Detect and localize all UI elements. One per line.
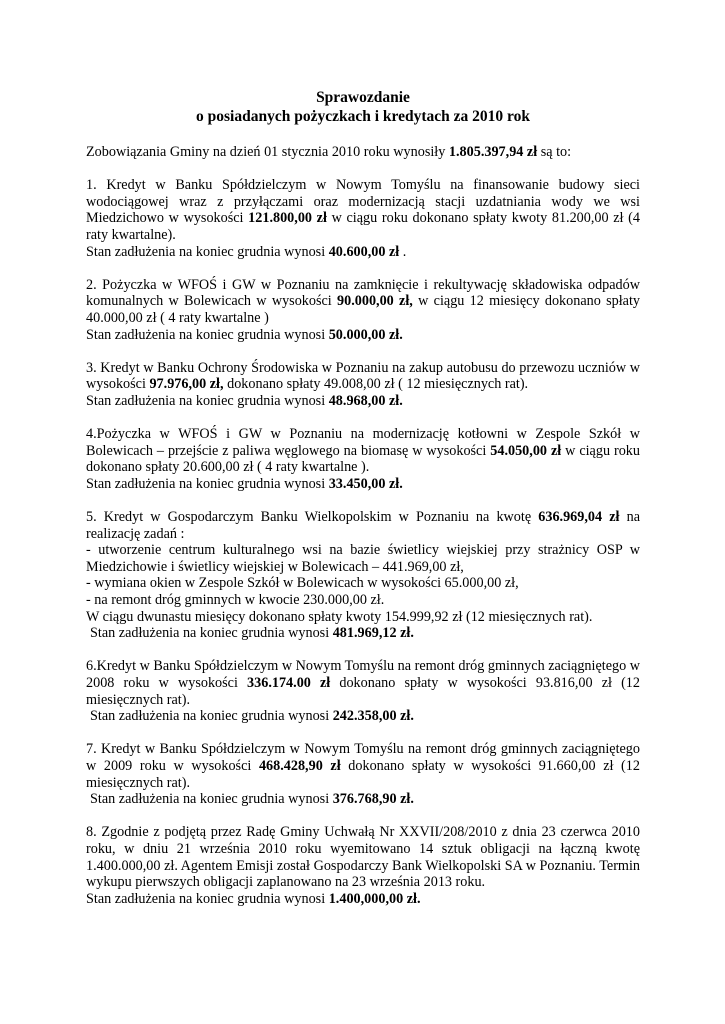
intro-text: Zobowiązania Gminy na dzień 01 stycznia 2010 roku wynosiły xyxy=(86,144,449,160)
section-6-text xyxy=(86,658,640,708)
section-2-balance xyxy=(86,327,640,344)
balance-label: Stan zadłużenia na koniec grudnia wynosi xyxy=(86,475,329,492)
section-5-repayment: W ciągu dwunastu miesięcy dokonano spłaty kwoty 154.999,92 zł (12 miesięcznych rat). xyxy=(86,608,593,625)
report-page xyxy=(86,88,640,907)
section-5-amount: 636.969,04 zł xyxy=(538,509,620,526)
section-6-desc: 6.Kredyt w Banku Spółdzielczym w Nowym Tomyślu na remont dróg gminnych zaciągniętego w 2008 roku w wysokości xyxy=(86,658,640,691)
section-5-desc: 5. Kredyt w Gospodarczym Banku Wielkopolskim w Poznaniu na kwotę xyxy=(86,509,539,526)
balance-tail: . xyxy=(399,243,407,260)
section-2-repayment: w ciągu 12 miesięcy dokonano spłaty 40.000,00 zł ( 4 raty kwartalne ) xyxy=(86,293,640,326)
section-3-desc: 3. Kredyt w Banku Ochrony Środowiska w Poznaniu na zakup autobusu do przewozu uczniów w wysokości xyxy=(86,359,640,393)
section-4-text xyxy=(86,426,640,476)
section-7-amount: 468.428,90 zł xyxy=(258,757,341,774)
balance-label: Stan zadłużenia na koniec grudnia wynosi xyxy=(90,708,333,725)
section-5-item-2: - wymiana okien w Zespole Szkół w Bolewicach w wysokości 65.000,00 zł, xyxy=(86,575,519,592)
section-1 xyxy=(86,177,640,260)
section-5-text xyxy=(86,509,640,542)
section-1-amount: 121.800,00 zł xyxy=(248,210,327,227)
section-8 xyxy=(86,824,640,907)
balance-label: Stan zadłużenia na koniec grudnia wynosi xyxy=(86,392,329,409)
balance-label: Stan zadłużenia na koniec grudnia wynosi xyxy=(90,625,333,642)
section-7-repayment: dokonano spłaty w wysokości 91.660,00 zł (12 miesięcznych rat). xyxy=(86,757,640,791)
section-6-repayment: dokonano spłaty w wysokości 93.816,00 zł (12 miesięcznych rat). xyxy=(86,675,640,708)
section-4-repayment: w ciągu roku dokonano spłaty 20.600,00 zł ( 4 raty kwartalne ). xyxy=(86,442,640,476)
section-2-desc: 2. Pożyczka w WFOŚ i GW w Poznaniu na zamknięcie i rekultywację składowiska odpadów komunalnych w Bolewicach w wysokości xyxy=(86,276,640,310)
section-1-text xyxy=(86,177,640,243)
section-2-text xyxy=(86,277,640,327)
intro-tail: są to: xyxy=(537,144,572,160)
section-5-balance xyxy=(86,625,640,642)
balance-amount: 481.969,12 zł. xyxy=(332,625,414,642)
intro-amount: 1.805.397,94 zł xyxy=(448,144,538,160)
section-2-amount: 90.000,00 zł, xyxy=(337,293,413,310)
balance-amount: 1.400,000,00 xyxy=(328,890,404,907)
balance-label: Stan zadłużenia na koniec grudnia wynosi xyxy=(86,890,329,907)
section-8-text: 8. Zgodnie z podjętą przez Radę Gminy Uchwałą Nr XXVII/208/2010 z dnia 23 czerwca 2010 roku, w dniu 21 września 2010 roku wyemitowano 14 sztuk obligacji na łączną kwotę 1.400.000,00 zł. Agentem Emisji został Gospodarczy Bank Wielkopolski SA w Poznaniu. Termin wykupu pierwszych obligacji zaplanowano na 23 września 2013 roku. xyxy=(86,824,640,891)
section-7-desc: 7. Kredyt w Banku Spółdzielczym w Nowym Tomyślu na remont dróg gminnych zaciągniętego w 2009 roku w wysokości xyxy=(86,741,640,774)
section-1-balance xyxy=(86,244,640,261)
section-5-tasks-intro: na realizację zadań : xyxy=(86,509,640,542)
section-8-balance xyxy=(86,891,640,908)
section-3 xyxy=(86,360,640,410)
section-1-repayment: w ciągu roku dokonano spłaty kwoty 81.200,00 zł (4 raty kwartalne). xyxy=(86,210,640,243)
section-3-amount: 97.976,00 zł, xyxy=(149,376,224,393)
balance-amount: 50.000,00 zł. xyxy=(328,326,403,343)
section-5-item-3: - na remont dróg gminnych w kwocie 230.000,00 zł. xyxy=(86,592,385,609)
section-4 xyxy=(86,426,640,492)
section-2 xyxy=(86,277,640,343)
balance-amount: 376.768,90 zł. xyxy=(332,791,414,808)
balance-amount: 48.968,00 zł. xyxy=(328,392,403,409)
section-4-balance xyxy=(86,476,640,493)
section-3-text xyxy=(86,360,640,393)
intro-paragraph xyxy=(86,144,640,161)
balance-tail: zł. xyxy=(403,890,421,907)
section-6 xyxy=(86,658,640,724)
balance-label: Stan zadłużenia na koniec grudnia wynosi xyxy=(86,326,329,343)
section-5 xyxy=(86,509,640,642)
section-7 xyxy=(86,741,640,807)
report-title-line2: o posiadanych pożyczkach i kredytach za 2010 rok xyxy=(196,108,530,125)
balance-amount: 242.358,00 zł. xyxy=(332,708,414,725)
balance-label: Stan zadłużenia na koniec grudnia wynosi xyxy=(86,243,329,260)
section-5-item-1: - utworzenie centrum kulturalnego wsi na bazie świetlicy wiejskiej przy strażnicy OSP w Miedzichowie i świetlicy wiejskiej w Bolewicach – 441.969,00 zł, xyxy=(86,542,640,575)
section-6-balance xyxy=(86,708,640,725)
section-4-desc: 4.Pożyczka w WFOŚ i GW w Poznaniu na modernizację kotłowni w Zespole Szkół w Bolewicach – przejście z paliwa węglowego na biomasę w wysokości xyxy=(86,426,640,459)
balance-label: Stan zadłużenia na koniec grudnia wynosi xyxy=(90,791,333,808)
balance-amount: 40.600,00 zł xyxy=(328,243,400,260)
section-6-amount: 336.174.00 zł xyxy=(247,675,331,691)
report-title-line1: Sprawozdanie xyxy=(316,89,410,106)
section-4-amount: 54.050,00 zł xyxy=(490,442,562,459)
section-3-repayment: dokonano spłaty 49.008,00 zł ( 12 miesięcznych rat). xyxy=(223,376,529,393)
section-3-balance xyxy=(86,393,640,410)
section-7-text xyxy=(86,741,640,791)
section-1-desc: 1. Kredyt w Banku Spółdzielczym w Nowym Tomyślu na finansowanie budowy sieci wodociągowej wraz z przyłączami oraz modernizacją stacji uzdatniania wody we wsi Miedzichowo w wysokości xyxy=(86,177,640,227)
section-7-balance xyxy=(86,791,640,808)
balance-amount: 33.450,00 zł. xyxy=(328,475,403,492)
